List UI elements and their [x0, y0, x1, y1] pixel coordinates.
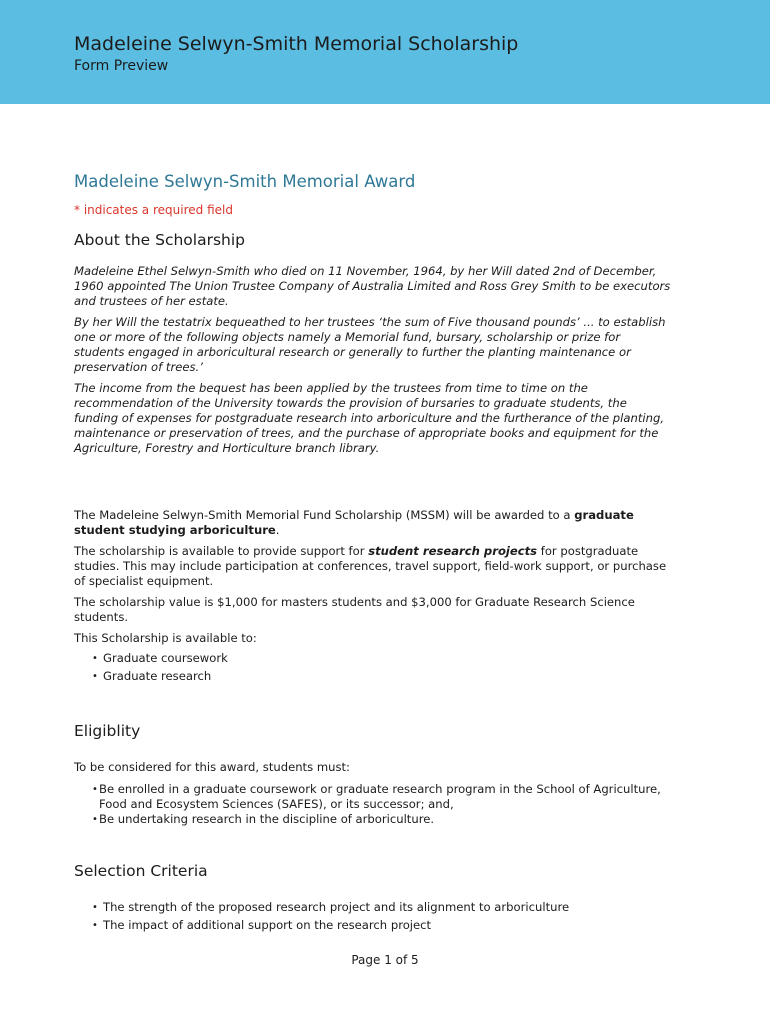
mssm-paragraph-4: This Scholarship is available to: — [74, 631, 257, 645]
available-to-list — [74, 651, 674, 684]
header-title: Madeleine Selwyn-Smith Memorial Scholarship — [74, 33, 519, 55]
about-paragraph-3: The income from the bequest has been applied by the trustees from time to time on the recommendation of the University towards the provision of bursaries to graduate students, the funding of expenses for postgraduate research into arboriculture and the furtherance of the planting, maintenance or preservation of trees, and the purchase of appropriate books and equipment for the Agriculture, Forestry and Horticulture branch library. — [74, 381, 665, 455]
mssm-p2-end: for postgraduate studies. This may include participation at conferences, travel support, field-work support, or purchase of specialist equipment. — [74, 544, 667, 588]
page-header — [0, 0, 770, 104]
eligibility-intro: To be considered for this award, students must: — [74, 760, 350, 774]
eligibility-list — [74, 782, 674, 827]
list-item: • The impact of additional support on the research project — [74, 918, 674, 933]
mssm-paragraph-3: The scholarship value is $1,000 for masters students and $3,000 for Graduate Research Science students. — [74, 595, 635, 624]
mssm-p1-end: . — [275, 523, 280, 537]
required-field-note: * indicates a required field — [74, 203, 233, 217]
eligibility-heading: Eligiblity — [74, 722, 141, 740]
selection-criteria-list — [74, 900, 674, 933]
form-title: Madeleine Selwyn-Smith Memorial Award — [74, 172, 416, 191]
list-item: • Graduate research — [74, 669, 674, 684]
mssm-p2-text: The scholarship is available to provide support for — [74, 544, 369, 558]
mssm-paragraph-1 — [74, 508, 674, 538]
mssm-p1-text: The Madeleine Selwyn-Smith Memorial Fund Scholarship (MSSM) will be awarded to a — [74, 508, 575, 522]
about-paragraph-1: Madeleine Ethel Selwyn-Smith who died on 11 November, 1964, by her Will dated 2nd of December, 1960 appointed The Union Trustee Company of Australia Limited and Ross Grey Smith to be executors and trustees of her estate. — [74, 264, 671, 308]
list-item: • Be enrolled in a graduate coursework or graduate research program in the School of Agriculture, Food and Ecosystem Sciences (SAFES), or its successor; and, — [74, 782, 674, 812]
header-subtitle: Form Preview — [74, 58, 169, 74]
mssm-p1-bold: graduate student studying arboriculture — [74, 508, 634, 537]
about-heading: About the Scholarship — [74, 231, 246, 249]
page-number: Page 1 of 5 — [351, 953, 419, 967]
selection-criteria-heading: Selection Criteria — [74, 862, 208, 880]
about-paragraph-2: By her Will the testatrix bequeathed to her trustees ‘the sum of Five thousand pounds’ ... to establish one or more of the following objects namely a Memorial fund, bursary, scholarship or prize for students engaged in arboricultural research or generally to further the planting maintenance or preservation of trees.’ — [74, 315, 666, 374]
list-item: • The strength of the proposed research project and its alignment to arboriculture — [74, 900, 674, 915]
list-item: • Graduate coursework — [74, 651, 674, 666]
form-content — [74, 170, 674, 933]
mssm-p2-emphasis: student research projects — [368, 544, 538, 558]
mssm-paragraph-2 — [74, 544, 674, 589]
list-item: • Be undertaking research in the discipline of arboriculture. — [74, 812, 674, 827]
